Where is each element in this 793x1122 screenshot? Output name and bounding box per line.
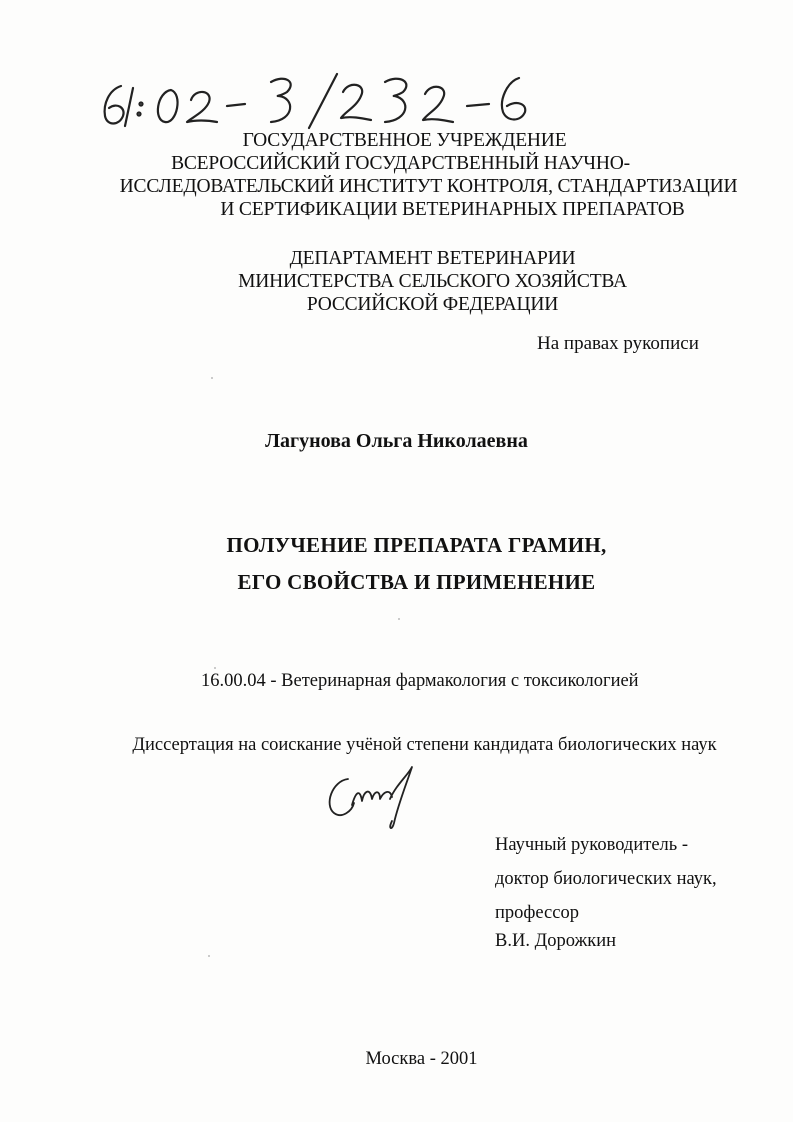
- city-year: Москва - 2001: [365, 1049, 478, 1069]
- dissertation-title-line-2: ЕГО СВОЙСТВА И ПРИМЕНЕНИЕ: [237, 570, 596, 594]
- specialty-code: 16.00.04 - Ветеринарная фармакология с токсикологией: [201, 671, 639, 691]
- supervisor-name: В.И. Дорожкин: [495, 931, 617, 951]
- author-name: Лагунова Ольга Николаевна: [265, 430, 528, 452]
- scan-speck: [208, 955, 210, 957]
- institution-line-1: ГОСУДАРСТВЕННОЕ УЧРЕЖДЕНИЕ: [242, 130, 567, 151]
- dissertation-title-line-1: ПОЛУЧЕНИЕ ПРЕПАРАТА ГРАМИН,: [226, 533, 607, 557]
- supervisor-degree: доктор биологических наук,: [495, 869, 717, 889]
- handwritten-archive-code: [95, 68, 545, 138]
- scan-speck: [211, 377, 213, 379]
- department-line-2: МИНИСТЕРСТВА СЕЛЬСКОГО ХОЗЯЙСТВА: [238, 271, 627, 292]
- supervisor-rank: профессор: [495, 903, 579, 923]
- dissertation-type: Диссертация на соискание учёной степени кандидата биологических наук: [132, 735, 717, 755]
- scan-speck: [214, 667, 216, 669]
- supervisor-title: Научный руководитель -: [495, 835, 688, 855]
- author-signature: [318, 765, 438, 835]
- institution-line-2: ВСЕРОССИЙСКИЙ ГОСУДАРСТВЕННЫЙ НАУЧНО-: [171, 153, 630, 174]
- institution-line-4: И СЕРТИФИКАЦИИ ВЕТЕРИНАРНЫХ ПРЕПАРАТОВ: [220, 199, 685, 220]
- institution-line-3: ИССЛЕДОВАТЕЛЬСКИЙ ИНСТИТУТ КОНТРОЛЯ, СТАНДАРТИЗАЦИИ: [119, 176, 738, 197]
- department-line-1: ДЕПАРТАМЕНТ ВЕТЕРИНАРИИ: [289, 248, 576, 269]
- manuscript-rights-note: На правах рукописи: [537, 333, 699, 354]
- scan-speck: [398, 618, 400, 620]
- department-line-3: РОССИЙСКОЙ ФЕДЕРАЦИИ: [306, 294, 559, 315]
